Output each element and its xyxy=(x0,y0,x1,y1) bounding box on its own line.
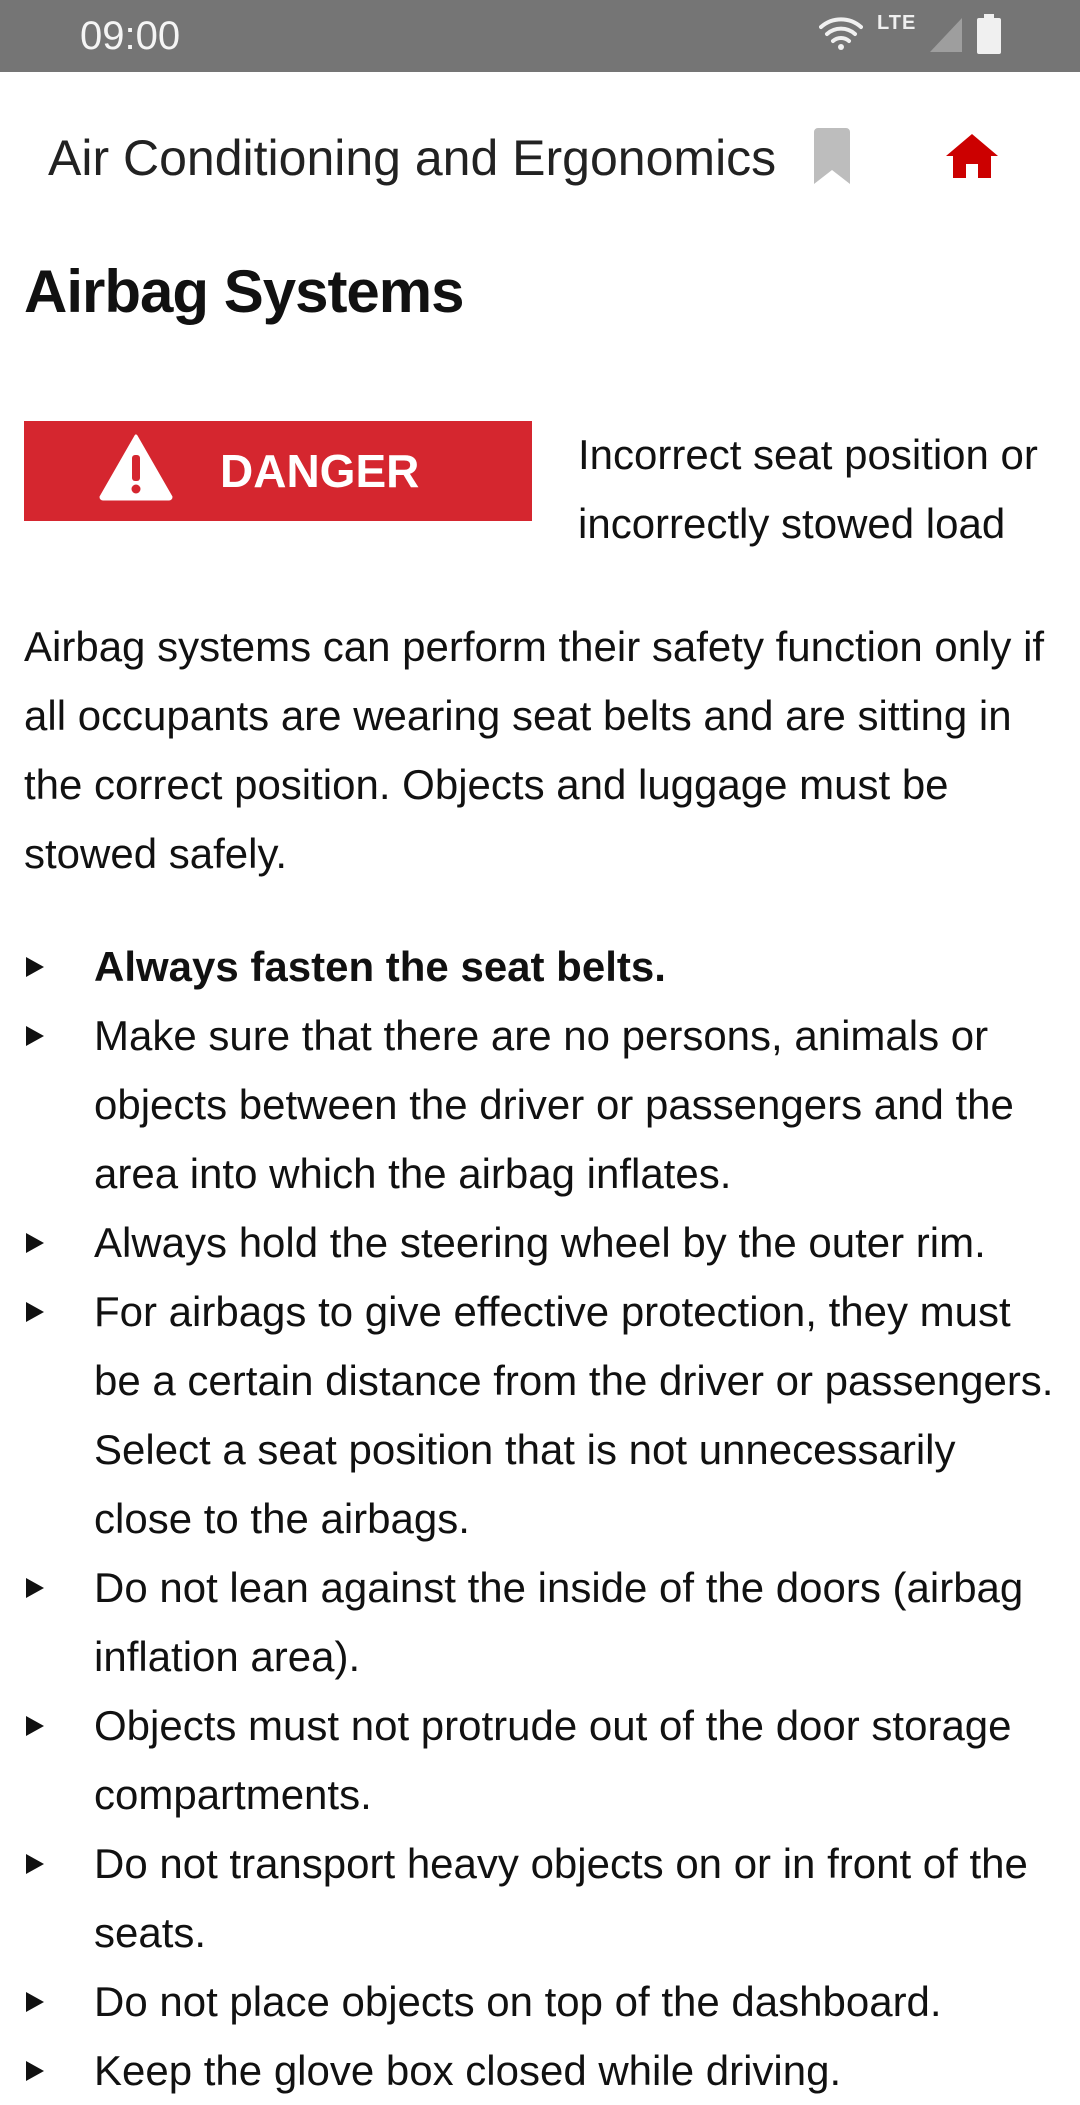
status-bar xyxy=(0,0,1080,72)
list-item xyxy=(24,1208,1064,1277)
danger-badge xyxy=(24,421,532,521)
list-item-text: Do not place objects on top of the dashboard. xyxy=(94,1978,942,2025)
list-item-text: Keep the glove box closed while driving. xyxy=(94,2047,842,2094)
list-item-text: Objects must not protrude out of the door storage compartments. xyxy=(94,1702,1012,1818)
bullet-arrow-icon xyxy=(24,1829,48,1898)
list-item xyxy=(24,1553,1064,1691)
lte-label: LTE xyxy=(877,12,917,34)
list-item xyxy=(24,932,1064,1001)
list-item-text: Do not lean against the inside of the doors (airbag inflation area). xyxy=(94,1564,1024,1680)
list-item xyxy=(24,1277,1064,1553)
bookmark-icon xyxy=(812,126,852,188)
warning-triangle-icon xyxy=(98,433,174,501)
home-icon xyxy=(944,132,1000,180)
intro-paragraph: Airbag systems can perform their safety function only if all occupants are wearing seat belts and are sitting in the correct position. Objects and luggage must be stowed safely. xyxy=(24,623,1045,877)
page-title: Airbag Systems xyxy=(24,258,464,325)
instruction-list xyxy=(24,932,1064,2105)
danger-label: DANGER xyxy=(220,445,420,497)
list-item-text: Make sure that there are no persons, animals or objects between the driver or passengers and the area into which the airbag inflates. xyxy=(94,1012,1014,1197)
wifi-icon xyxy=(819,17,863,51)
list-item xyxy=(24,1691,1064,1829)
bookmark-button[interactable] xyxy=(812,126,852,188)
bullet-arrow-icon xyxy=(24,1553,48,1622)
bullet-arrow-icon xyxy=(24,1208,48,1277)
list-item-text: For airbags to give effective protection, they must be a certain distance from the driver or passengers. Select a seat position that is not unnecessarily close to the airbags. xyxy=(94,1288,1054,1542)
bullet-arrow-icon xyxy=(24,932,48,1001)
status-icons xyxy=(780,0,1080,72)
list-item xyxy=(24,1967,1064,2036)
header-title: Air Conditioning and Ergonomics xyxy=(48,130,777,186)
bullet-arrow-icon xyxy=(24,1277,48,1346)
danger-description: Incorrect seat position or incorrectly stowed load xyxy=(578,431,1038,547)
cell-signal-icon xyxy=(928,16,964,54)
home-button[interactable] xyxy=(944,132,1000,180)
bullet-arrow-icon xyxy=(24,2036,48,2105)
list-item xyxy=(24,1829,1064,1967)
status-time: 09:00 xyxy=(80,14,181,58)
list-item-text: Do not transport heavy objects on or in front of the seats. xyxy=(94,1840,1028,1956)
list-item-text: Always fasten the seat belts. xyxy=(94,943,666,990)
danger-warning xyxy=(24,420,1064,580)
bullet-arrow-icon xyxy=(24,1967,48,2036)
bullet-arrow-icon xyxy=(24,1691,48,1760)
bullet-arrow-icon xyxy=(24,1001,48,1070)
app-header xyxy=(0,72,1080,242)
list-item xyxy=(24,1001,1064,1208)
list-item xyxy=(24,2036,1064,2105)
list-item-text: Always hold the steering wheel by the outer rim. xyxy=(94,1219,986,1266)
battery-icon xyxy=(975,14,1003,56)
